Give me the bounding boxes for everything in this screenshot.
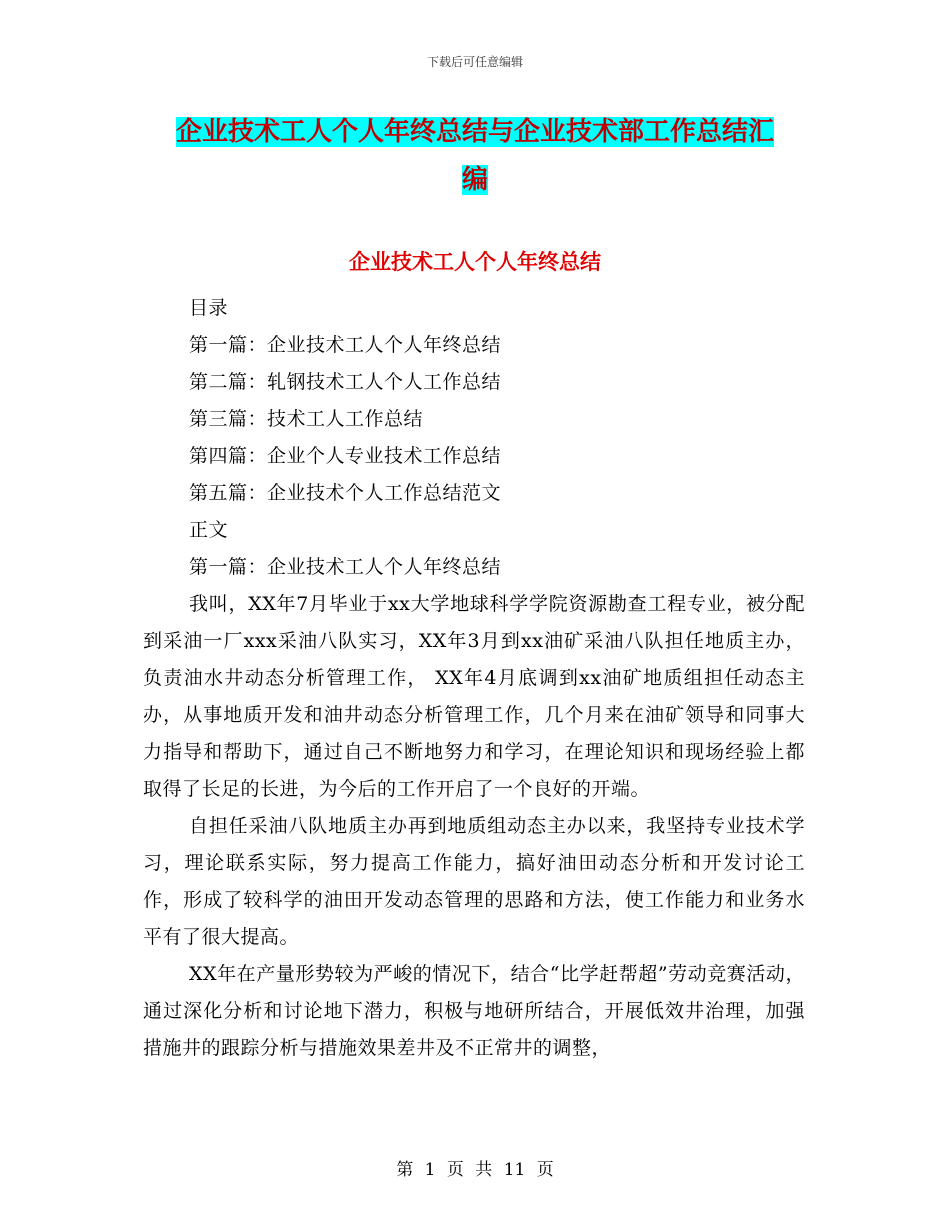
document-title xyxy=(140,108,810,204)
first-section-heading: 第一篇：企业技术工人个人年终总结 xyxy=(189,556,502,578)
toc-heading: 目录 xyxy=(189,297,229,319)
body-paragraph: 自担任采油八队地质主办再到地质组动态主办以来，我坚持专业技术学习，理论联系实际，努力提高工作能力，搞好油田动态分析和开发讨论工作，形成了较科学的油田开发动态管理的思路和方法，使工作能力和业务水平有了很大提高。 xyxy=(143,815,805,948)
body-paragraph: XX年在产量形势较为严峻的情况下，结合“比学赶帮超”劳动竞赛活动，通过深化分析和讨论地下潜力，积极与地研所结合，开展低效井治理，加强措施井的跟踪分析与措施效果差井及不正常井的调整， xyxy=(143,963,805,1059)
document-body xyxy=(143,290,805,1067)
section-subtitle: 企业技术工人个人年终总结 xyxy=(349,250,601,274)
header-note: 下载后可任意编辑 xyxy=(426,55,523,69)
body-paragraph: 我叫，XX年7月毕业于xx大学地球科学学院资源勘查工程专业，被分配到采油一厂xxx采油八队实习，XX年3月到xx油矿采油八队担任地质主办，负责油水井动态分析管理工作， XX年4月底调到xx油矿地质组担任动态主办，从事地质开发和油井动态分析管理工作，几个月来在油矿领导和同事大力指导和帮助下，通过自己不断地努力和学习，在理论知识和现场经验上都取得了长足的长进，为今后的工作开启了一个良好的开端。 xyxy=(143,593,805,800)
title-line-1: 企业技术工人个人年终总结与企业技术部工作总结汇 xyxy=(175,117,774,147)
body-heading: 正文 xyxy=(189,519,229,541)
toc-item: 第四篇：企业个人专业技术工作总结 xyxy=(189,445,502,467)
toc-item: 第五篇：企业技术个人工作总结范文 xyxy=(189,482,502,504)
toc-item: 第二篇：轧钢技术工人个人工作总结 xyxy=(189,371,502,393)
title-line-2: 编 xyxy=(461,165,488,195)
toc-item: 第一篇：企业技术工人个人年终总结 xyxy=(189,334,502,356)
toc-item: 第三篇：技术工人工作总结 xyxy=(189,408,424,430)
page-footer: 第 1 页 共 11 页 xyxy=(396,1160,554,1180)
